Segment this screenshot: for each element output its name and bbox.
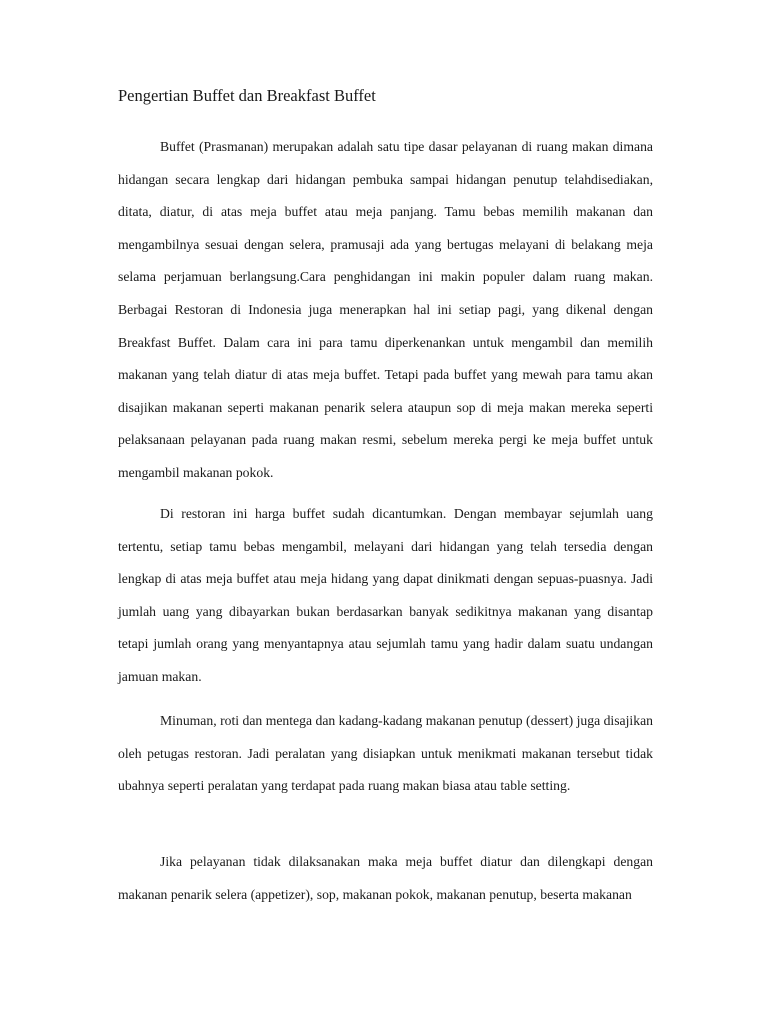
paragraph-buffet-definition: Buffet (Prasmanan) merupakan adalah satu tipe dasar pelayanan di ruang makan dimana hidangan secara lengkap dari hidangan pembuka sampai hidangan penutup telahdisediakan, ditata, diatur, di atas meja buffet atau meja panjang. Tamu bebas memilih makanan dan mengambilnya sesuai dengan selera, pramusaji ada yang bertugas melayani di belakang meja selama perjamuan berlangsung.Cara penghidangan ini makin populer dalam ruang makan. Berbagai Restoran di Indonesia juga menerapkan hal ini setiap pagi, yang dikenal dengan Breakfast Buffet. Dalam cara ini para tamu diperkenankan untuk mengambil dan memilih makanan yang telah diatur di atas meja buffet. Tetapi pada buffet yang mewah para tamu akan disajikan makanan seperti makanan penarik selera ataupun sop di meja makan mereka seperti pelaksanaan pelayanan pada ruang makan resmi, sebelum mereka pergi ke meja buffet untuk mengambil makanan pokok. <box>118 139 653 480</box>
document-title: Pengertian Buffet dan Breakfast Buffet <box>118 86 376 105</box>
paragraph-buffet-pricing: Di restoran ini harga buffet sudah dicantumkan. Dengan membayar sejumlah uang tertentu, setiap tamu bebas mengambil, melayani dari hidangan yang telah tersedia dengan lengkap di atas meja buffet atau meja hidang yang dapat dinikmati dengan sepuas-puasnya. Jadi jumlah uang yang dibayarkan bukan berdasarkan banyak sedikitnya makanan yang disantap tetapi jumlah orang yang menyantapnya atau sejumlah tamu yang hadir dalam suatu undangan jamuan makan. <box>118 506 653 684</box>
paragraph-table-arrangement: Jika pelayanan tidak dilaksanakan maka meja buffet diatur dan dilengkapi dengan makanan penarik selera (appetizer), sop, makanan pokok, makanan penutup, beserta makanan <box>118 854 653 902</box>
paragraph-drinks-service: Minuman, roti dan mentega dan kadang-kadang makanan penutup (dessert) juga disajikan oleh petugas restoran. Jadi peralatan yang disiapkan untuk menikmati makanan tersebut tidak ubahnya seperti peralatan yang terdapat pada ruang makan biasa atau table setting. <box>118 713 653 794</box>
